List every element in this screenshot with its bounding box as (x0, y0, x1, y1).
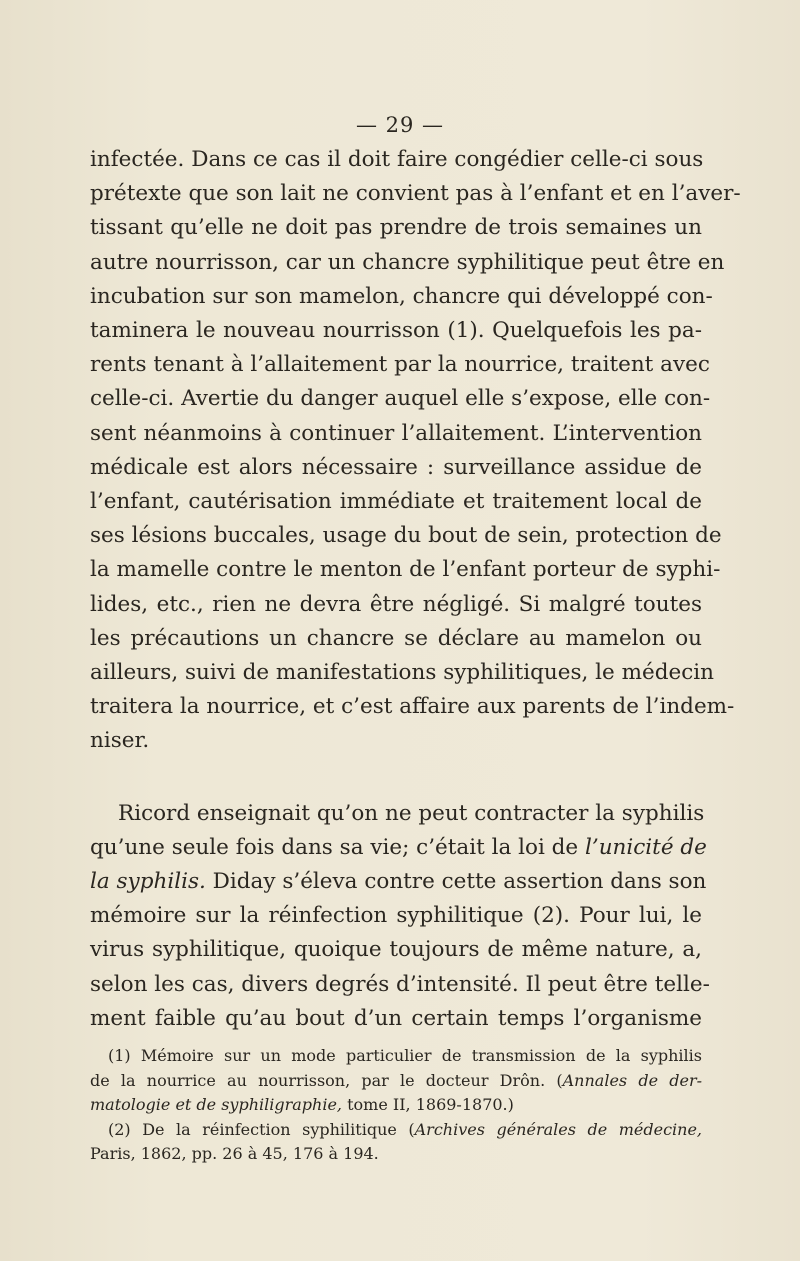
text-line: infectée. Dans ce cas il doit faire congédier celle-ci sous (90, 147, 704, 172)
text-line (90, 1093, 702, 1118)
footnotes (90, 1044, 702, 1167)
text-line: la mamelle contre le menton de l’enfant porteur de syphi- (90, 557, 721, 583)
text-line: prétexte que son lait ne convient pas à l’enfant et en l’aver- (90, 181, 741, 207)
text-line (90, 865, 707, 899)
text-line: (1) Mémoire sur un mode particulier de transmission de la syphilis (108, 1046, 702, 1065)
text-run: tome II, 1869-1870.) (342, 1095, 514, 1115)
text-line: lides, etc., rien ne devra être négligé. Si malgré toutes (90, 591, 702, 617)
italic-run: la syphilis. (90, 869, 206, 895)
text-line: Ricord enseignait qu’on ne peut contracter la syphilis (118, 800, 705, 826)
text-line: taminera le nouveau nourrisson (1). Quelquefois les pa- (90, 318, 702, 344)
text-line: selon les cas, divers degrés d’intensité. Il peut être telle- (90, 971, 710, 997)
text-line: ailleurs, suivi de manifestations syphilitiques, le médecin (90, 660, 714, 686)
italic-run: Archives générales de médecine, (414, 1119, 703, 1139)
italic-run: matologie et de syphiligraphie, (90, 1095, 343, 1115)
page-number: — 29 — (355, 113, 445, 137)
text-run: (2) De la réinfection syphilitique ( (108, 1119, 415, 1139)
footnote-1 (90, 1044, 702, 1118)
text-line: l’enfant, cautérisation immédiate et traitement local de (90, 489, 702, 515)
text-line: rents tenant à l’allaitement par la nourrice, traitent avec (90, 352, 710, 378)
text-line: incubation sur son mamelon, chancre qui développé con- (90, 283, 713, 309)
text-line: traitera la nourrice, et c’est affaire aux parents de l’indem- (90, 694, 735, 720)
text-line (90, 1069, 702, 1094)
italic-run: Annales de der- (562, 1070, 702, 1090)
text-line: les précautions un chancre se déclare au mamelon ou (90, 625, 702, 651)
text-run: qu’une seule fois dans sa vie; c’était la loi de (90, 834, 585, 860)
paragraph-1 (90, 143, 741, 759)
text-line: celle-ci. Avertie du danger auquel elle s’expose, elle con- (90, 386, 711, 412)
footnote-2 (90, 1118, 702, 1167)
text-line: virus syphilitique, quoique toujours de même nature, a, (90, 937, 702, 963)
text-line: ses lésions buccales, usage du bout de sein, protection de (90, 523, 722, 549)
text-line: ment faible qu’au bout d’un certain temps l’organisme (90, 1005, 702, 1031)
text-line: mémoire sur la réinfection syphilitique (2). Pour lui, le (90, 903, 702, 929)
text-line: tissant qu’elle ne doit pas prendre de trois semaines un (90, 215, 702, 241)
text-line (90, 1118, 702, 1143)
text-run: Diday s’éleva contre cette assertion dans son (205, 869, 707, 895)
text-line (90, 831, 707, 865)
text-line: Paris, 1862, pp. 26 à 45, 176 à 194. (90, 1144, 379, 1164)
text-line: sent néanmoins à continuer l’allaitement. L’intervention (90, 420, 702, 446)
paragraph-2 (90, 797, 710, 1036)
italic-run: l’unicité de (584, 834, 707, 860)
text-line: médicale est alors nécessaire : surveillance assidue de (90, 454, 702, 480)
text-line: autre nourrisson, car un chancre syphilitique peut être en (90, 249, 725, 275)
body-text (90, 143, 741, 1036)
text-line: niser. (90, 728, 150, 754)
text-run: de la nourrice au nourrisson, par le docteur Drôn. ( (90, 1070, 563, 1090)
